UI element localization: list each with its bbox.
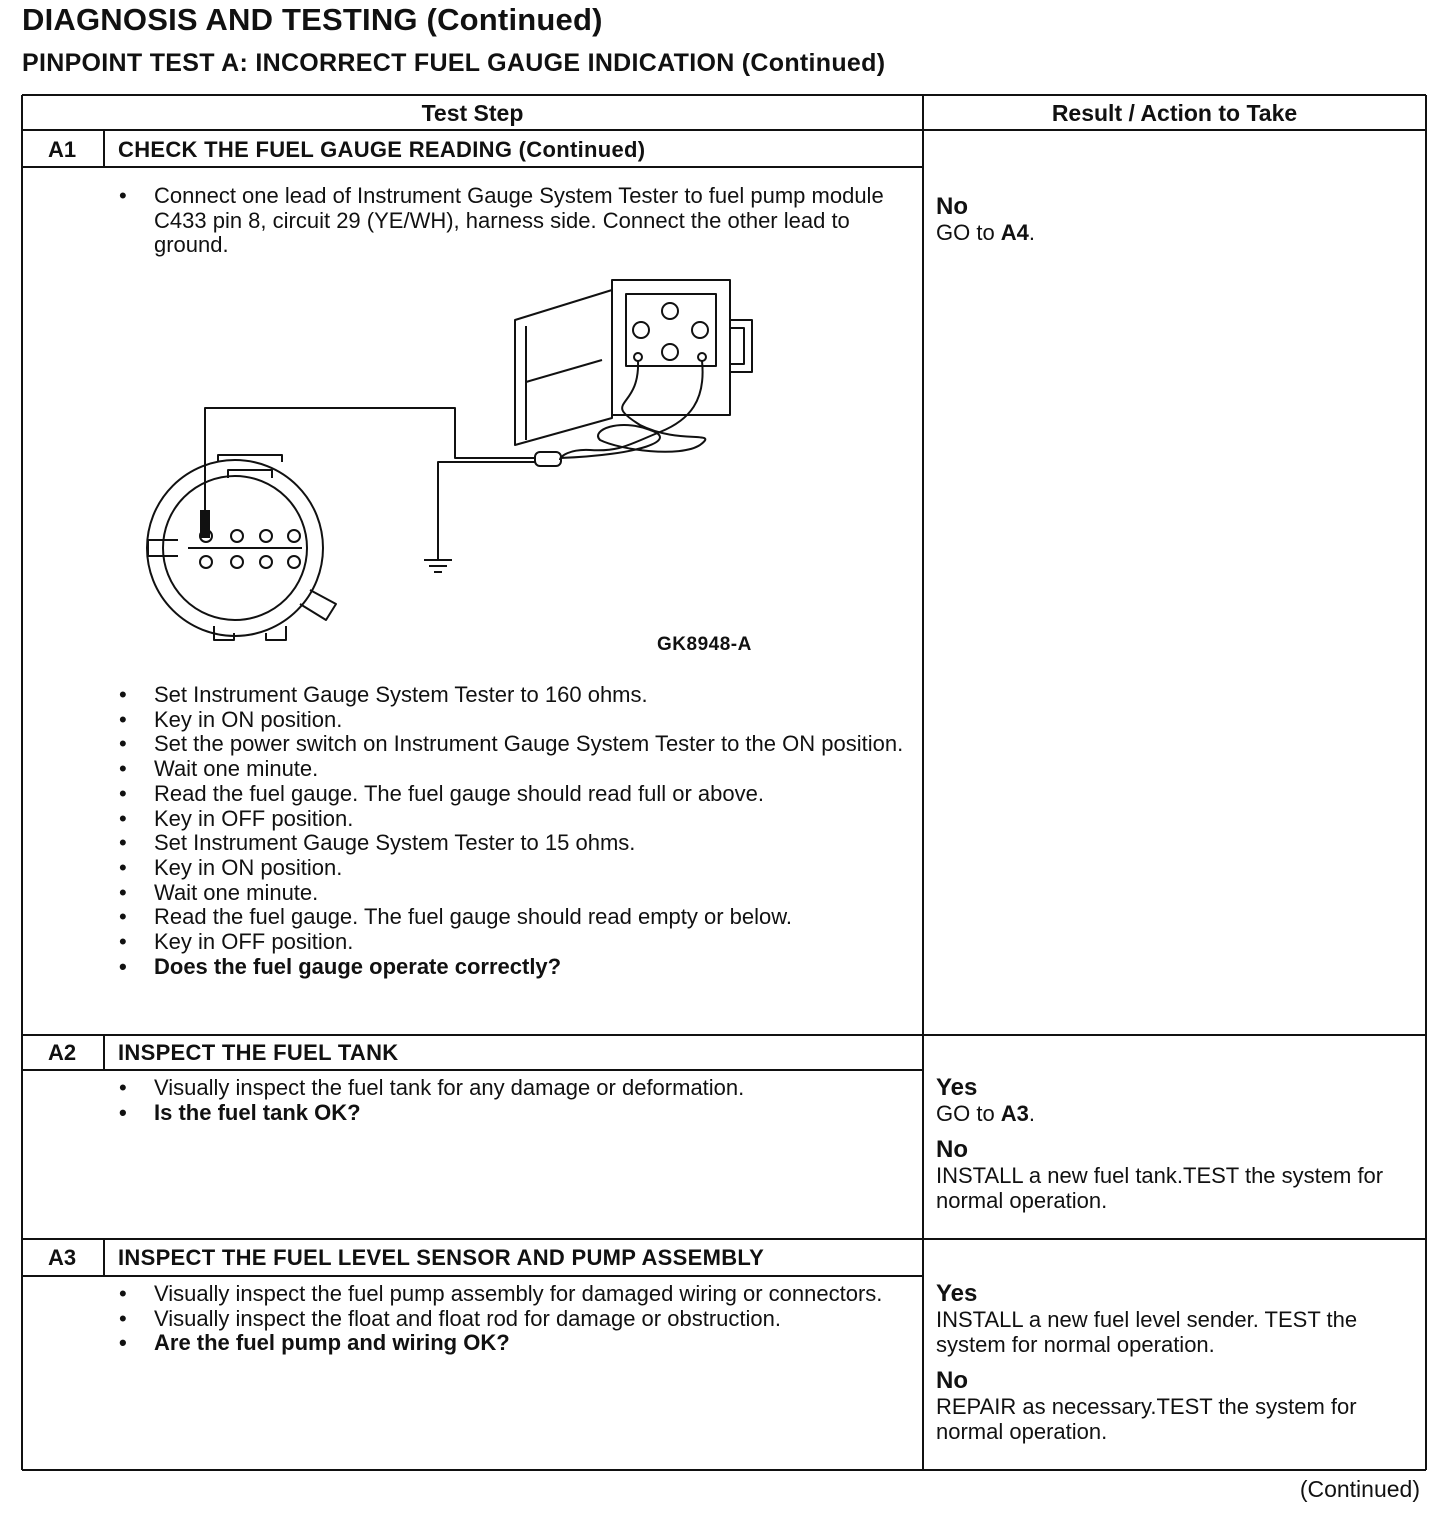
step-instructions [108,1076,908,1125]
action-text: . [1028,1101,1036,1126]
result-label: No [936,193,968,220]
result-label: No [936,1367,968,1394]
tester-connection-diagram [140,270,780,670]
result-label: Yes [936,1074,978,1101]
instruction-item: • Key in OFF position. [108,807,908,832]
step-title: CHECK THE FUEL GAUGE READING (Continued) [118,137,646,162]
instruction-item: • Wait one minute. [108,881,908,906]
step-id: A2 [47,1040,77,1065]
continued-note: (Continued) [1299,1476,1420,1502]
step-question: • Does the fuel gauge operate correctly? [108,955,908,980]
instruction-item: • Wait one minute. [108,757,908,782]
action-text: GO to [936,220,1001,245]
column-header-result: Result / Action to Take [1051,100,1298,126]
figure-code: GK8948-A [657,634,752,655]
result-action: REPAIR as necessary.TEST the system for normal operation. [936,1394,1357,1444]
instruction-item: • Set Instrument Gauge System Tester to 160 ohms. [108,683,908,708]
result-block [936,1280,1426,1444]
result-label: Yes [936,1280,978,1307]
pinpoint-test-subtitle: PINPOINT TEST A: INCORRECT FUEL GAUGE INDICATION (Continued) [22,49,886,77]
step-instructions [108,1282,908,1356]
instruction-item: • Set the power switch on Instrument Gauge System Tester to the ON position. [108,732,908,757]
instruction-item: • Visually inspect the fuel pump assembly for damaged wiring or connectors. [108,1282,908,1307]
step-instructions [108,184,908,258]
action-text: . [1028,220,1036,245]
column-header-test-step: Test Step [421,100,524,126]
result-label: No [936,1136,968,1163]
step-id: A1 [47,137,77,162]
instruction-item: • Visually inspect the fuel tank for any damage or deformation. [108,1076,908,1101]
step-id: A3 [47,1245,77,1270]
action-text: GO to [936,1101,1001,1126]
instruction-item: • Key in ON position. [108,856,908,881]
result-action: INSTALL a new fuel tank.TEST the system for normal operation. [936,1163,1384,1213]
instruction-item: • Key in ON position. [108,708,908,733]
step-title: INSPECT THE FUEL TANK [118,1040,399,1065]
step-reference: A3 [1000,1101,1029,1126]
step-question: • Is the fuel tank OK? [108,1101,908,1126]
instruction-item: • Key in OFF position. [108,930,908,955]
instruction-item: • Visually inspect the float and float rod for damage or obstruction. [108,1307,908,1332]
step-question: • Are the fuel pump and wiring OK? [108,1331,908,1356]
instruction-item: • Set Instrument Gauge System Tester to 15 ohms. [108,831,908,856]
result-block [936,193,1426,245]
step-title: INSPECT THE FUEL LEVEL SENSOR AND PUMP ASSEMBLY [118,1245,765,1270]
result-block [936,1074,1426,1213]
instruction-item: • Read the fuel gauge. The fuel gauge should read empty or below. [108,905,908,930]
result-action [936,1101,1426,1126]
page-title: DIAGNOSIS AND TESTING (Continued) [22,2,603,37]
step-instructions [108,683,908,979]
step-reference: A4 [1000,220,1029,245]
result-action: INSTALL a new fuel level sender. TEST the system for normal operation. [936,1307,1358,1357]
result-action [936,220,1426,245]
instruction-item: • Connect one lead of Instrument Gauge System Tester to fuel pump module C433 pin 8, circuit 29 (YE/WH), harness side. Connect the other lead to ground. [108,184,908,258]
instruction-item: • Read the fuel gauge. The fuel gauge should read full or above. [108,782,908,807]
